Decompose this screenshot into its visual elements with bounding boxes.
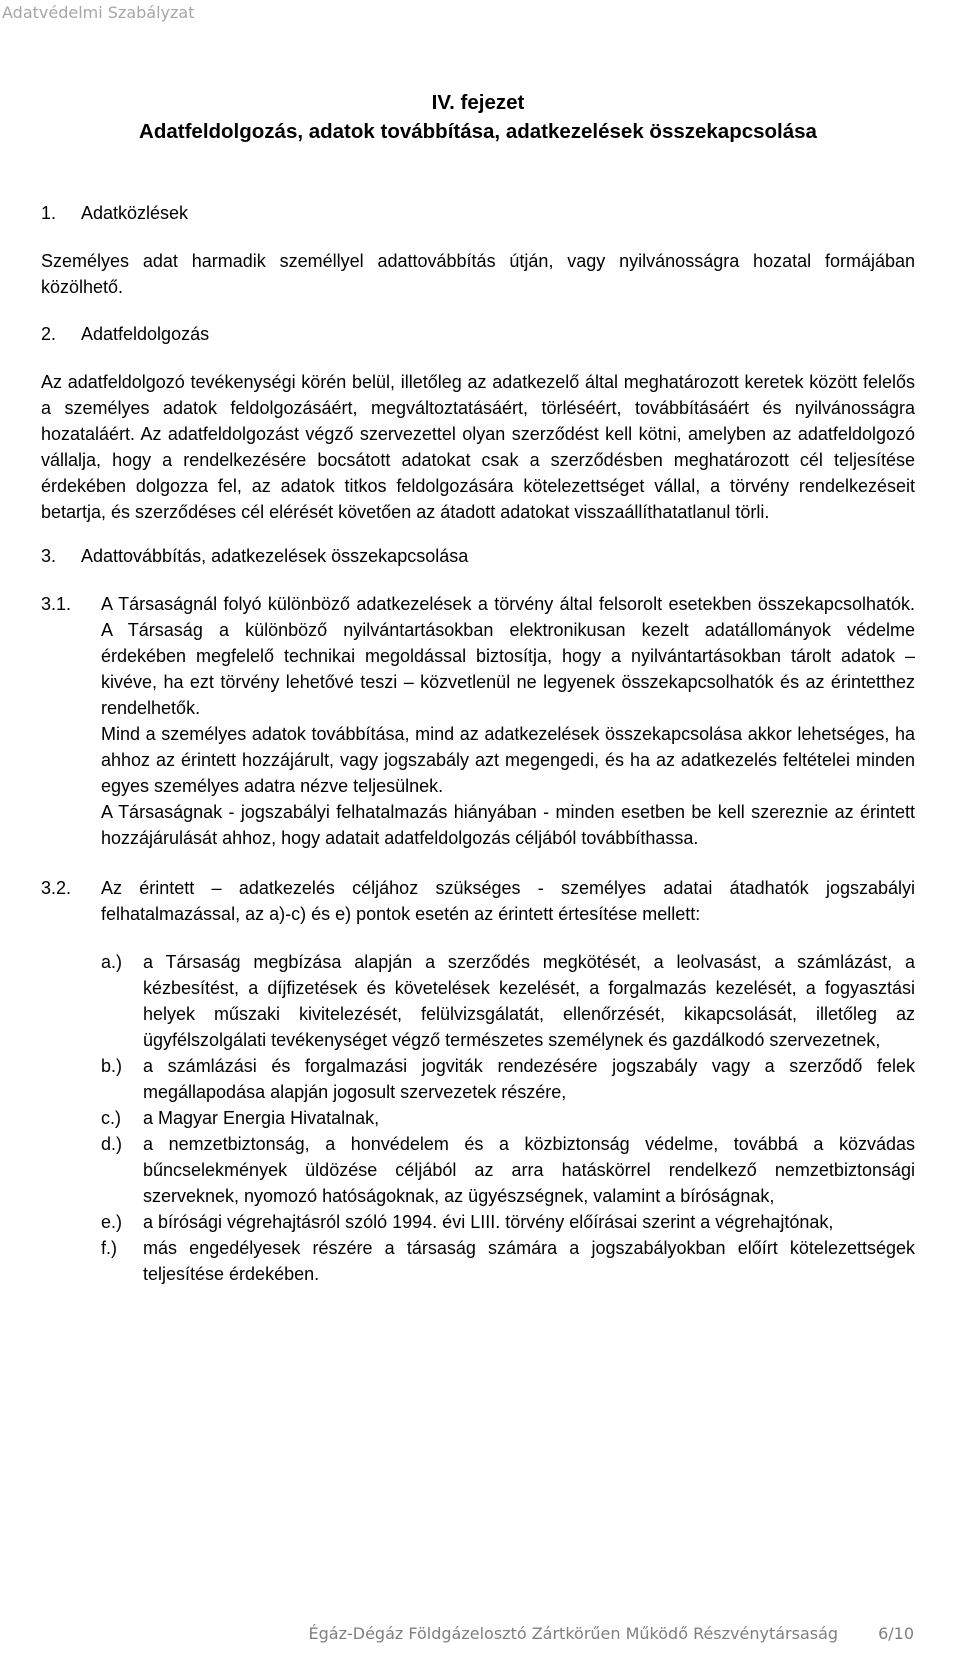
subsection-paragraph: Mind a személyes adatok továbbítása, mind az adatkezelések összekapcsolása akkor lehetséges, ha ahhoz az érintett hozzájárult, vagy jogszabály azt megengedi, és ha az adatkezelés feltételei minden egyes személyes adatra nézve teljesülnek.	[101, 724, 915, 796]
footer-company: Égáz-Dégáz Földgázelosztó Zártkörűen Működő Részvénytársaság	[308, 1624, 839, 1643]
subsection-number: 3.2.	[41, 878, 72, 898]
page-footer	[309, 1624, 914, 1643]
list-item-text: a bírósági végrehajtásról szóló 1994. évi LIII. törvény előírásai szerint a végrehajtónak,	[143, 1212, 834, 1232]
section-paragraph: Személyes adat harmadik személlyel adattovábbítás útján, vagy nyilvánosságra hozatal formájában közölhető.	[41, 251, 915, 297]
list-item-marker: d.)	[101, 1134, 123, 1154]
list-item	[101, 1053, 915, 1105]
list-item-marker: b.)	[101, 1056, 123, 1076]
section-number: 1.	[41, 203, 57, 223]
list-item	[101, 1105, 915, 1131]
section-heading	[41, 321, 915, 347]
section-number: 3.	[41, 546, 57, 566]
list-item	[101, 949, 915, 1053]
subsection-3-2	[41, 875, 915, 927]
section-heading	[41, 200, 915, 226]
list-item-text: a számlázási és forgalmazási jogviták rendezésére jogszabály vagy a szerződő felek megállapodása alapján jogosult szervezetek részére,	[143, 1056, 915, 1102]
list-item-text: a Magyar Energia Hivatalnak,	[143, 1108, 380, 1128]
section-paragraph: Az adatfeldolgozó tevékenységi körén belül, illetőleg az adatkezelő által meghatározott keretek között felelős a személyes adatok feldolgozásáért, megváltoztatásáért, törléséért, továbbításáért és nyilvánosságra hozataláért. Az adatfeldolgozást végző szervezettel olyan szerződést kell kötni, amelyben az adatfeldolgozó vállalja, hogy a rendelkezésére bocsátott adatokat csak a szerződésben meghatározott cél teljesítése érdekében dolgozza fel, az adatok titkos feldolgozására kötelezettséget vállal, a törvény rendelkezéseit betartja, és szerződéses cél elérését követően az átadott adatokat visszaállíthatatlanul törli.	[41, 372, 915, 522]
list-item-marker: e.)	[101, 1212, 123, 1232]
subsection-number: 3.1.	[41, 594, 72, 614]
section-title: Adatközlések	[81, 203, 189, 223]
list-item-marker: f.)	[101, 1238, 117, 1258]
list-item	[101, 1209, 915, 1235]
subsection-3-1	[41, 591, 915, 851]
list-item-text: a Társaság megbízása alapján a szerződés megkötését, a leolvasást, a számlázást, a kézbesítést, a díjfizetések és követelések kezelését, a forgalmazás kezelését, a fogyasztási helyek műszaki kivitelezését, felülvizsgálatát, ellenőrzését, kikapcsolását, illetőleg az ügyfélszolgálati tevékenységet végző természetes személynek és gazdálkodó szervezetnek,	[143, 952, 915, 1050]
section-heading	[41, 543, 915, 569]
list-item-marker: a.)	[101, 952, 123, 972]
subsection-paragraph: Az érintett – adatkezelés céljához szükséges - személyes adatai átadhatók jogszabályi felhatalmazással, az a)-c) és e) pontok esetén az érintett értesítése mellett:	[101, 878, 915, 924]
subsection-paragraph: A Társaságnak - jogszabályi felhatalmazás hiányában - minden esetben be kell szereznie az érintett hozzájárulását ahhoz, hogy adatait adatfeldolgozás céljából továbbíthassa.	[101, 802, 915, 848]
document-body	[41, 88, 915, 1287]
list-item-text: a nemzetbiztonság, a honvédelem és a közbiztonság védelme, továbbá a közvádas bűncselekmények üldözése céljából az arra hatáskörrel rendelkező nemzetbiztonsági szerveknek, nyomozó hatóságoknak, az ügyészségnek, valamint a bíróságnak,	[143, 1134, 915, 1206]
running-header: Adatvédelmi Szabályzat	[2, 3, 195, 22]
list-item-text: más engedélyesek részére a társaság számára a jogszabályokban előírt kötelezettségek teljesítése érdekében.	[143, 1238, 915, 1284]
list-item	[101, 1131, 915, 1209]
section-title: Adattovábbítás, adatkezelések összekapcsolása	[81, 546, 469, 566]
section-title: Adatfeldolgozás	[81, 324, 210, 344]
list-item	[101, 1235, 915, 1287]
page-number: 6/10	[878, 1624, 914, 1643]
list-item-marker: c.)	[101, 1108, 121, 1128]
chapter-number: IV. fejezet	[431, 91, 525, 114]
section-number: 2.	[41, 324, 57, 344]
chapter-title: Adatfeldolgozás, adatok továbbítása, adatkezelések összekapcsolása	[139, 120, 817, 143]
subsection-paragraph: A Társaságnál folyó különböző adatkezelések a törvény által felsorolt esetekben összekapcsolhatók. A Társaság a különböző nyilvántartásokban elektronikusan kezelt adatállományok védelme érdekében megfelelő technikai megoldással biztosítja, hogy a nyilvántartásokban tárolt adatok – kivéve, ha ezt törvény lehetővé teszi – közvetlenül ne legyenek összekapcsolhatók és az érintetthez rendelhetők.	[101, 594, 915, 718]
